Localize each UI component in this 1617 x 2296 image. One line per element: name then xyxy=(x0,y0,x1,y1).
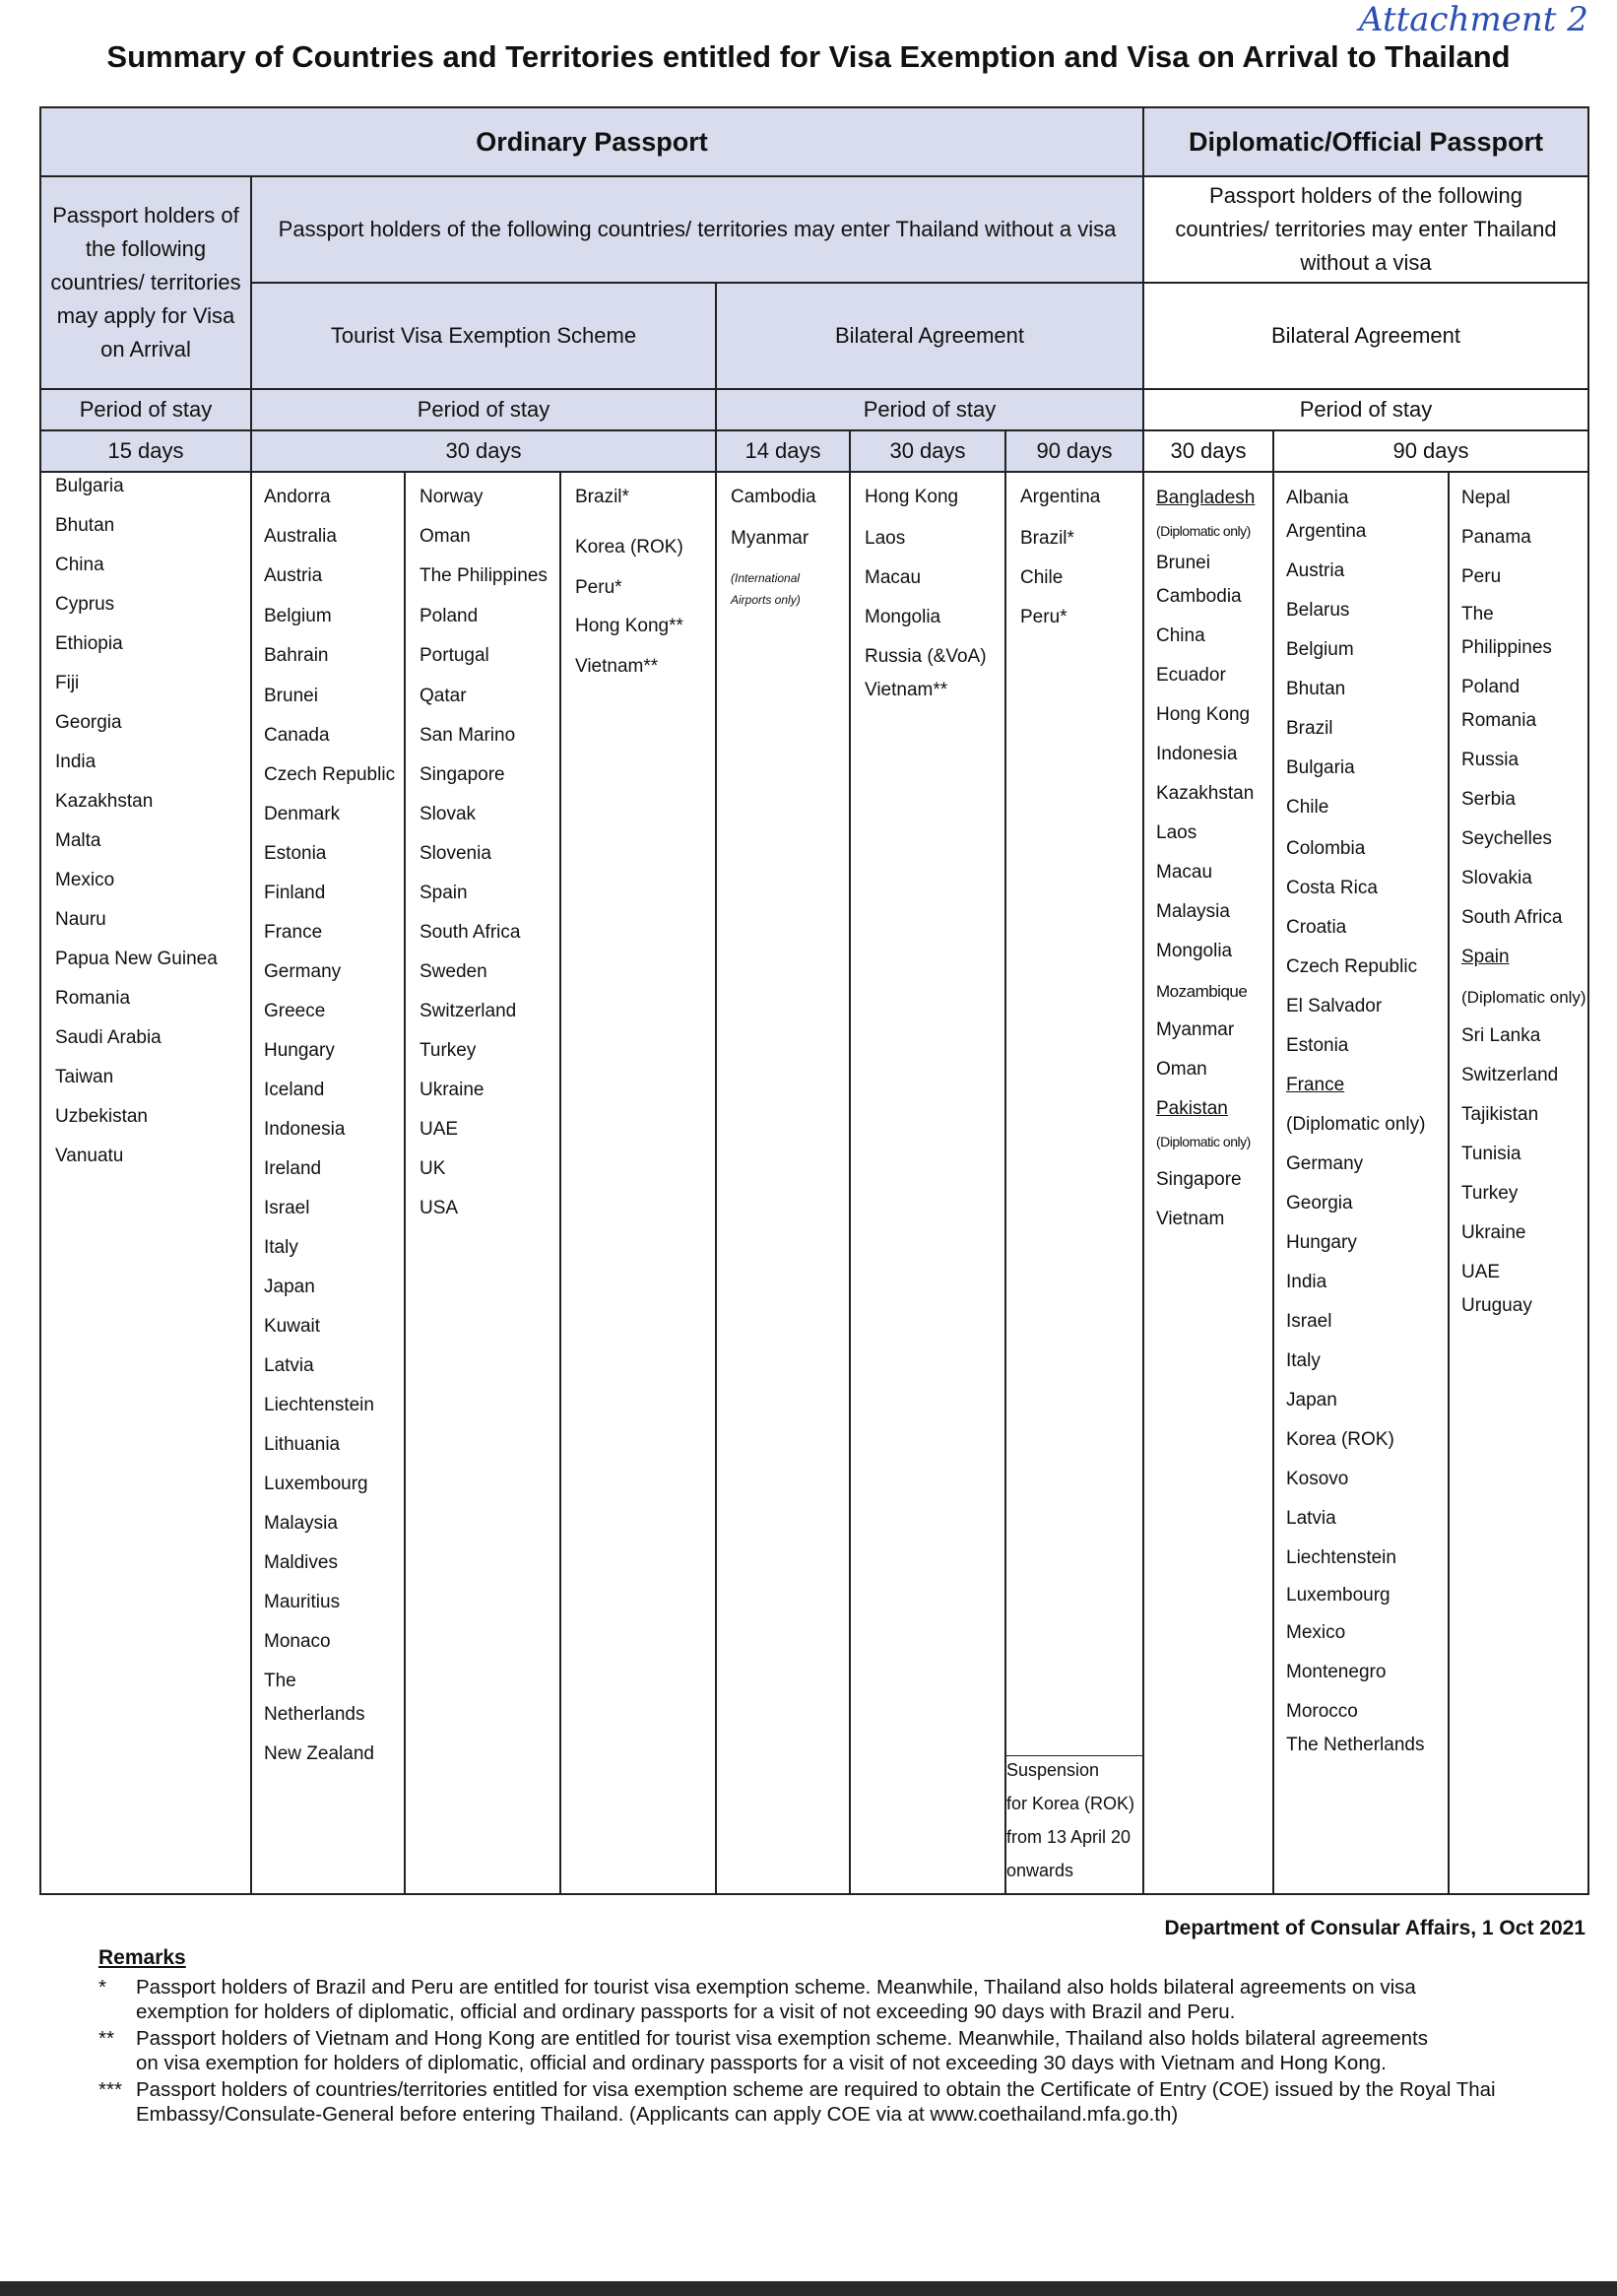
list-item: Nepal xyxy=(1461,488,1511,508)
list-item: Spain xyxy=(1461,947,1510,967)
ordinary-description: Passport holders of the following countries/ territories may enter Thailand without a visa xyxy=(250,175,1144,284)
remark-text xyxy=(136,2077,1603,2127)
days-30-diplomatic: 30 days xyxy=(1142,429,1274,473)
list-item: Tajikistan xyxy=(1461,1104,1539,1125)
list-item: (Diplomatic only) xyxy=(1156,523,1251,539)
list-item: Japan xyxy=(264,1277,315,1297)
list-item: Serbia xyxy=(1461,789,1516,810)
list-item: Macau xyxy=(1156,862,1213,883)
list-item: Italy xyxy=(264,1237,298,1258)
list-item: UAE xyxy=(1461,1262,1501,1282)
remark-line: exemption for holders of diplomatic, official and ordinary passports for a visit of not exceeding 90 days with Brazil and Peru. xyxy=(136,2001,1236,2023)
list-item: Andorra xyxy=(264,487,331,507)
list-item: The Philippines xyxy=(420,565,548,586)
list-item: South Africa xyxy=(1461,907,1563,928)
list-item: Montenegro xyxy=(1286,1662,1387,1682)
list-item: Sri Lanka xyxy=(1461,1025,1541,1046)
list-item: Korea (ROK) xyxy=(1286,1429,1394,1450)
list-item: Estonia xyxy=(1286,1035,1349,1056)
list-item: Colombia xyxy=(1286,838,1366,859)
list-item: Indonesia xyxy=(264,1119,346,1140)
list-item: Luxembourg xyxy=(264,1474,368,1494)
list-item: Poland xyxy=(1461,677,1520,697)
list-item: Papua New Guinea xyxy=(55,949,218,969)
list-item: Russia (&VoA) xyxy=(865,646,987,667)
list-item: Indonesia xyxy=(1156,744,1238,764)
list-item: Belgium xyxy=(1286,639,1354,660)
list-item: Argentina xyxy=(1286,521,1367,542)
list-item: Switzerland xyxy=(420,1001,517,1021)
list-item: Bangladesh xyxy=(1156,488,1256,508)
tourist-scheme-header: Tourist Visa Exemption Scheme xyxy=(250,282,717,390)
list-item: Ukraine xyxy=(1461,1222,1526,1243)
list-item: Slovak xyxy=(420,804,477,824)
list-item: Germany xyxy=(264,961,342,982)
list-item: India xyxy=(1286,1272,1327,1292)
list-item: Bhutan xyxy=(55,515,115,536)
list-item: Turkey xyxy=(1461,1183,1519,1204)
remark-line: on visa exemption for holders of diplomatic, official and ordinary passports for a visit of not exceeding 30 days with Vietnam and Hong Kong. xyxy=(136,2052,1387,2074)
remark-mark: ** xyxy=(98,2027,114,2050)
list-item: Poland xyxy=(420,606,479,626)
list-item: Vietnam** xyxy=(575,656,659,677)
period-voa: Period of stay xyxy=(39,388,252,431)
days-90-diplomatic: 90 days xyxy=(1272,429,1589,473)
list-item: (Diplomatic only) xyxy=(1461,988,1586,1007)
list-item: The Netherlands xyxy=(1286,1735,1425,1755)
list-item: Belgium xyxy=(264,606,332,626)
list-item: Australia xyxy=(264,526,337,547)
list-item: Kazakhstan xyxy=(55,791,154,812)
list-item: The xyxy=(1461,604,1494,624)
list-item: China xyxy=(1156,625,1205,646)
list-item: Romania xyxy=(1461,710,1537,731)
list-item: Croatia xyxy=(1286,917,1347,938)
suspension-note-line: onwards xyxy=(1006,1861,1074,1880)
remark-line: Passport holders of Brazil and Peru are entitled for tourist visa exemption scheme. Meanwhile, Thailand also holds bilateral agreements on visa xyxy=(136,1976,1416,1999)
remark-text xyxy=(136,2026,1603,2075)
list-item: Tunisia xyxy=(1461,1144,1521,1164)
list-item: Mongolia xyxy=(1156,941,1233,961)
list-item: Kazakhstan xyxy=(1156,783,1255,804)
list-item: Vietnam** xyxy=(865,680,948,700)
list-item: Uruguay xyxy=(1461,1295,1532,1316)
list-item: Estonia xyxy=(264,843,327,864)
list-item: Latvia xyxy=(1286,1508,1336,1529)
column-bilateral-14 xyxy=(715,471,851,1895)
list-item: Saudi Arabia xyxy=(55,1027,162,1048)
list-item: Peru* xyxy=(575,577,622,598)
list-item: Ecuador xyxy=(1156,665,1226,686)
list-item: Kuwait xyxy=(264,1316,321,1337)
list-item: San Marino xyxy=(420,725,516,746)
list-item: Singapore xyxy=(420,764,505,785)
list-item: Hong Kong xyxy=(865,487,959,507)
list-item: Morocco xyxy=(1286,1701,1358,1722)
list-item: Russia xyxy=(1461,750,1520,770)
list-item: Japan xyxy=(1286,1390,1337,1410)
remark-line: Passport holders of countries/territories entitled for visa exemption scheme are required to obtain the Certificate of Entry (COE) issued by the Royal Thai xyxy=(136,2078,1496,2101)
list-item: Vanuatu xyxy=(55,1146,124,1166)
list-item: Liechtenstein xyxy=(1286,1547,1396,1568)
list-item: Bhutan xyxy=(1286,679,1346,699)
list-item: Czech Republic xyxy=(1286,956,1418,977)
list-item: Vietnam xyxy=(1156,1209,1225,1229)
suspension-note-line: for Korea (ROK) xyxy=(1006,1794,1135,1813)
list-item: Turkey xyxy=(420,1040,477,1061)
list-item: UAE xyxy=(420,1119,459,1140)
list-item: Ethiopia xyxy=(55,633,123,654)
list-item: Greece xyxy=(264,1001,326,1021)
scan-edge xyxy=(0,2281,1617,2296)
list-item: India xyxy=(55,752,97,772)
list-item: Romania xyxy=(55,988,131,1009)
list-item: Philippines xyxy=(1461,637,1552,658)
bilateral-diplomatic-header: Bilateral Agreement xyxy=(1142,282,1589,390)
remark-mark: * xyxy=(98,1976,106,1999)
list-item: Brazil xyxy=(1286,718,1333,739)
list-item: Maldives xyxy=(264,1552,338,1573)
list-item: China xyxy=(55,555,104,575)
list-item: Macau xyxy=(865,567,922,588)
remark-mark: *** xyxy=(98,2078,122,2101)
list-item: (Diplomatic only) xyxy=(1156,1134,1251,1149)
list-item: Mauritius xyxy=(264,1592,341,1612)
list-item: Hong Kong** xyxy=(575,616,683,636)
period-diplomatic: Period of stay xyxy=(1142,388,1589,431)
list-item: Cambodia xyxy=(731,487,816,507)
list-item: USA xyxy=(420,1198,459,1218)
list-item: Lithuania xyxy=(264,1434,341,1455)
list-item: Argentina xyxy=(1020,487,1101,507)
list-item: Canada xyxy=(264,725,330,746)
period-bilateral-ordinary: Period of stay xyxy=(715,388,1144,431)
list-item: Latvia xyxy=(264,1355,314,1376)
list-item: Bulgaria xyxy=(1286,757,1355,778)
list-item: Myanmar xyxy=(731,528,809,549)
column-bilateral-90 xyxy=(1004,471,1144,1895)
list-item: Sweden xyxy=(420,961,487,982)
suspension-note-line: from 13 April 20 xyxy=(1006,1827,1132,1847)
list-item: Laos xyxy=(1156,822,1197,843)
remark-text xyxy=(136,1975,1603,2024)
list-item: Uzbekistan xyxy=(55,1106,148,1127)
list-item: UK xyxy=(420,1158,446,1179)
list-item: Belarus xyxy=(1286,600,1350,621)
list-item: Cambodia xyxy=(1156,586,1242,607)
list-item: Chile xyxy=(1020,567,1064,588)
list-item: Fiji xyxy=(55,673,80,693)
list-item: Bulgaria xyxy=(55,476,124,496)
list-item: Kosovo xyxy=(1286,1469,1349,1489)
list-item: Seychelles xyxy=(1461,828,1552,849)
list-item: Denmark xyxy=(264,804,341,824)
list-item: Germany xyxy=(1286,1153,1364,1174)
list-item: Qatar xyxy=(420,686,467,706)
list-item: Mozambique xyxy=(1156,982,1248,1001)
days-30-bilateral: 30 days xyxy=(849,429,1006,473)
list-item: Panama xyxy=(1461,527,1531,548)
list-item: Brazil* xyxy=(1020,528,1074,549)
list-item: Spain xyxy=(420,883,468,903)
column-tourist-b xyxy=(404,471,561,1895)
list-item: Peru* xyxy=(1020,607,1067,627)
days-14: 14 days xyxy=(715,429,851,473)
list-item: Brazil* xyxy=(575,487,629,507)
list-item: France xyxy=(1286,1075,1345,1095)
diplomatic-description: Passport holders of the following countries/ territories may enter Thailand without a visa xyxy=(1142,175,1589,284)
voa-description: Passport holders of the following countries/ territories may apply for Visa on Arrival xyxy=(39,175,252,390)
list-item: Costa Rica xyxy=(1286,878,1378,898)
list-item: Malta xyxy=(55,830,101,851)
list-item: Georgia xyxy=(55,712,122,733)
handwritten-annotation: Attachment 2 xyxy=(1359,0,1588,39)
list-item: Laos xyxy=(865,528,906,549)
list-item: Mexico xyxy=(55,870,115,890)
list-item: Netherlands xyxy=(264,1704,365,1725)
list-item: Nauru xyxy=(55,909,106,930)
list-item: Albania xyxy=(1286,488,1349,508)
list-item: Malaysia xyxy=(264,1513,338,1534)
list-item: Monaco xyxy=(264,1631,331,1652)
list-item: Portugal xyxy=(420,645,489,666)
list-item: Ukraine xyxy=(420,1080,485,1100)
list-item: Myanmar xyxy=(1156,1019,1235,1040)
days-30-tourist: 30 days xyxy=(250,429,717,473)
list-item: Oman xyxy=(1156,1059,1207,1080)
bilateral-ordinary-header: Bilateral Agreement xyxy=(715,282,1144,390)
list-item: Pakistan xyxy=(1156,1098,1228,1119)
list-item: El Salvador xyxy=(1286,996,1383,1017)
list-item: Luxembourg xyxy=(1286,1585,1391,1606)
list-item: Ireland xyxy=(264,1158,322,1179)
list-item: Chile xyxy=(1286,797,1329,818)
suspension-note-line: Suspension xyxy=(1006,1760,1100,1780)
list-item: Mongolia xyxy=(865,607,941,627)
list-item: Slovakia xyxy=(1461,868,1532,888)
period-tourist: Period of stay xyxy=(250,388,717,431)
list-item: Malaysia xyxy=(1156,901,1230,922)
page-title: Summary of Countries and Territories entitled for Visa Exemption and Visa on Arrival to Thailand xyxy=(106,39,1511,74)
list-item: Austria xyxy=(1286,560,1345,581)
list-item: Hungary xyxy=(264,1040,335,1061)
list-item: Korea (ROK) xyxy=(575,537,683,558)
days-90-bilateral: 90 days xyxy=(1004,429,1144,473)
list-item: Hungary xyxy=(1286,1232,1357,1253)
list-item: Taiwan xyxy=(55,1067,114,1087)
list-item: Israel xyxy=(1286,1311,1332,1332)
list-item: Israel xyxy=(264,1198,310,1218)
list-item: Iceland xyxy=(264,1080,325,1100)
list-item: Austria xyxy=(264,565,323,586)
remark-line: Passport holders of Vietnam and Hong Kong are entitled for tourist visa exemption scheme. Meanwhile, Thailand also holds bilateral agreements xyxy=(136,2027,1428,2050)
list-item: Mexico xyxy=(1286,1622,1346,1643)
list-item: Cyprus xyxy=(55,594,115,615)
list-item: Slovenia xyxy=(420,843,491,864)
list-item: South Africa xyxy=(420,922,521,943)
department-date: Department of Consular Affairs, 1 Oct 2021 xyxy=(1164,1917,1585,1939)
list-item: Switzerland xyxy=(1461,1065,1559,1085)
list-item: Singapore xyxy=(1156,1169,1242,1190)
airports-note: (International Airports only) xyxy=(731,571,801,607)
list-item: Peru xyxy=(1461,566,1502,587)
list-item: Italy xyxy=(1286,1350,1321,1371)
list-item: New Zealand xyxy=(264,1743,374,1764)
list-item: Czech Republic xyxy=(264,764,396,785)
remarks-title: Remarks xyxy=(98,1946,186,1969)
list-item: Oman xyxy=(420,526,471,547)
header-ordinary-passport: Ordinary Passport xyxy=(39,106,1144,177)
list-item: Brunei xyxy=(264,686,318,706)
remark-line: Embassy/Consulate-General before entering Thailand. (Applicants can apply COE via at www.coethailand.mfa.go.th) xyxy=(136,2103,1179,2126)
list-item: (Diplomatic only) xyxy=(1286,1114,1426,1135)
header-diplomatic-passport: Diplomatic/Official Passport xyxy=(1142,106,1589,177)
list-item: Liechtenstein xyxy=(264,1395,374,1415)
list-item: Bahrain xyxy=(264,645,329,666)
list-item: The xyxy=(264,1671,296,1691)
list-item: Georgia xyxy=(1286,1193,1353,1214)
list-item: Norway xyxy=(420,487,484,507)
list-item: France xyxy=(264,922,323,943)
list-item: Brunei xyxy=(1156,553,1210,573)
list-item: Hong Kong xyxy=(1156,704,1251,725)
days-15: 15 days xyxy=(39,429,252,473)
column-tourist-c xyxy=(559,471,717,1895)
list-item: Finland xyxy=(264,883,326,903)
